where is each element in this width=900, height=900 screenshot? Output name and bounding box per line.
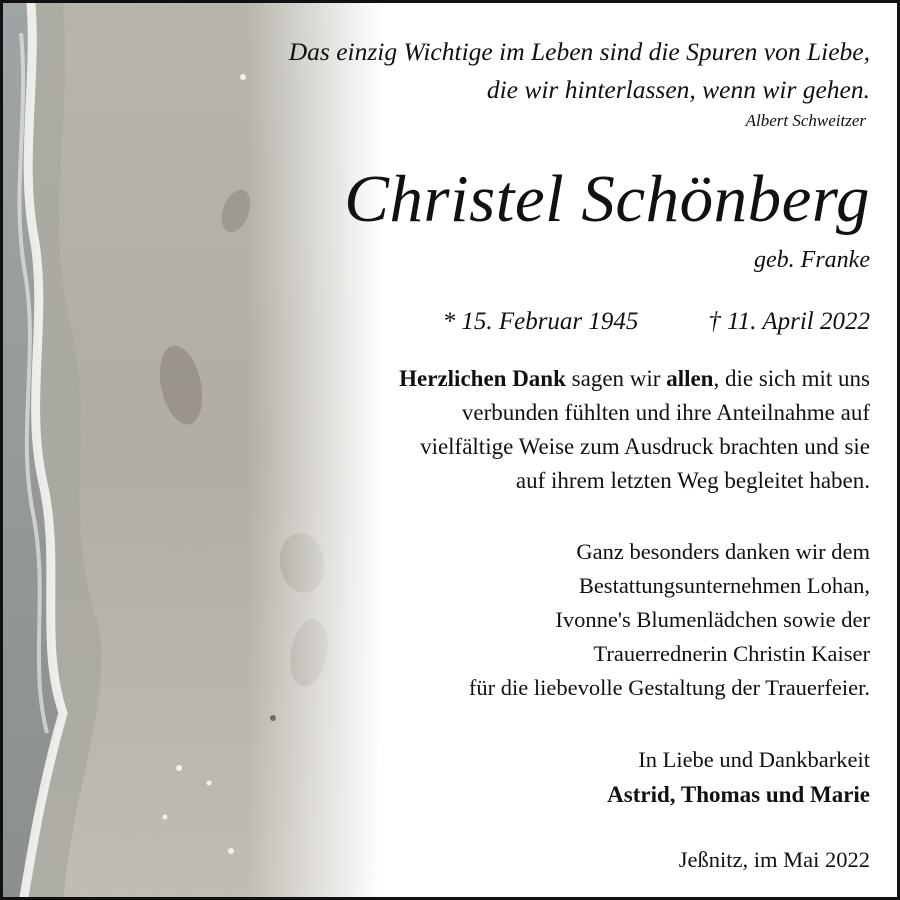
thanks-line-2: verbunden fühlten und ihre Anteilnahme auf [461,400,870,425]
quote-line-2: die wir hinterlassen, wenn wir gehen. [486,75,870,104]
thanks-rest: , die sich mit uns [713,366,870,391]
thanks-bold-all: allen [666,366,714,391]
birth-date: * 15. Februar 1945 [442,308,639,335]
thanks-line-3: vielfältige Weise zum Ausdruck brachten und sie [420,434,870,459]
thanks-bold-lead: Herzlichen Dank [399,366,566,391]
quote [289,33,870,109]
special-thanks-line-3: Ivonne's Blumenlädchen sowie der [555,607,870,632]
deceased-name: Christel Schönberg [344,162,870,236]
quote-author: Albert Schweitzer [745,111,866,130]
special-thanks-paragraph [469,535,870,705]
special-thanks-line-4: Trauerrednerin Christin Kaiser [593,641,870,666]
special-thanks-line-1: Ganz besonders danken wir dem [576,539,870,564]
thanks-paragraph [399,362,870,498]
special-thanks-line-5: für die liebevolle Gestaltung der Trauerfeier. [468,675,870,700]
quote-line-1: Das einzig Wichtige im Leben sind die Spuren von Liebe, [288,37,870,66]
special-thanks-line-2: Bestattungsunternehmen Lohan, [578,573,870,598]
signature: Astrid, Thomas und Marie [607,782,870,807]
birth-name: geb. Franke [754,247,870,273]
place-date: Jeßnitz, im Mai 2022 [678,847,870,872]
death-date: † 11. April 2022 [708,308,870,335]
closing-line: In Liebe und Dankbarkeit [638,747,870,772]
life-dates [443,308,870,336]
thanks-mid: sagen wir [565,366,667,391]
thanks-line-1 [399,362,870,396]
thanks-line-4: auf ihrem letzten Weg begleitet haben. [515,468,870,493]
